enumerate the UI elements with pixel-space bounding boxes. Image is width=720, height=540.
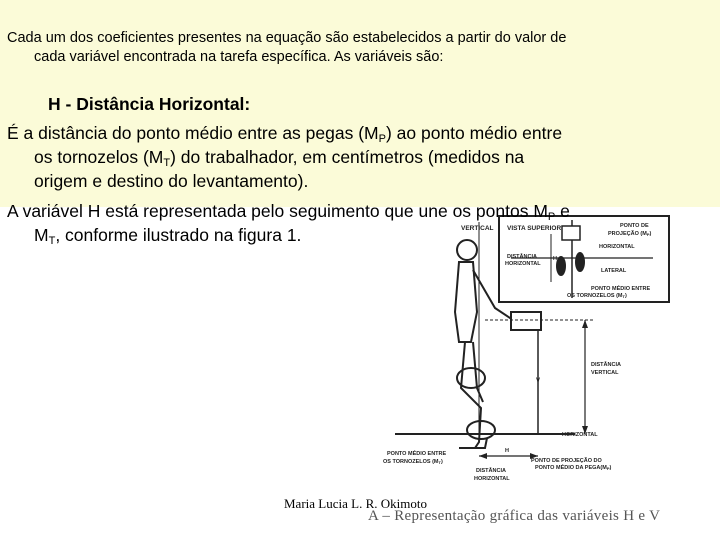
label-vertical: VERTICAL xyxy=(461,225,494,232)
definition-paragraph xyxy=(7,121,647,193)
para1-line-1: É a distância do ponto médio entre as pegas $(M_P)$ ao ponto médio entre xyxy=(7,123,563,145)
variable-paragraph xyxy=(7,199,667,247)
para1-line-2: os tornozelos $(M_T)$ do trabalhador, em centímetros (medidos na xyxy=(34,147,525,169)
label-ponto-projecao-1: PONTO DE xyxy=(620,223,649,229)
author-name: Maria Lucia L. R. Okimoto xyxy=(284,496,427,511)
left-foot-icon xyxy=(556,256,566,276)
label-horizontal-inset: HORIZONTAL xyxy=(599,244,635,250)
label-distancia-1: DISTÂNCIA xyxy=(507,254,537,260)
label-v: V xyxy=(536,378,541,384)
para2-line-1: A variável H está representada pelo seguimento que une os pontos $M_P$ e xyxy=(7,201,570,223)
label-dist-vertical-2: VERTICAL xyxy=(591,370,619,376)
label-horizontal-bottom: HORIZONTAL xyxy=(562,432,598,438)
intro-line-2: cada variável encontrada na tarefa específica. As variáveis são: xyxy=(34,49,444,65)
label-dist-vertical-1: DISTÂNCIA xyxy=(591,362,621,368)
intro-text xyxy=(7,29,637,67)
figure-caption: A – Representação gráfica das variáveis H e V xyxy=(368,508,661,524)
load-box xyxy=(511,312,541,330)
label-pme-1: PONTO MÉDIO ENTRE xyxy=(591,286,651,292)
label-proj-bottom-1: PONTO DE PROJEÇÃO DO xyxy=(531,458,602,464)
para2-line-2: $M_T$, conforme ilustrado na figura 1. xyxy=(34,225,302,247)
label-h-bottom: H xyxy=(505,448,509,454)
label-ponto-projecao-2: PROJEÇÃO (MP) xyxy=(608,231,652,237)
label-distancia-2: HORIZONTAL xyxy=(505,261,541,267)
label-pme-bottom-2: OS TORNOZELOS (MT) xyxy=(383,459,443,465)
label-h-inset: H xyxy=(553,256,557,262)
para1-line-3: origem e destino do levantamento). xyxy=(34,171,309,191)
right-foot-icon xyxy=(575,252,585,272)
figure-1-diagram xyxy=(335,212,675,512)
label-vista-superior: VISTA SUPERIOR xyxy=(507,225,562,232)
label-pme-2: OS TORNOZELOS (MT) xyxy=(567,293,627,299)
intro-line-1: Cada um dos coeficientes presentes na equação são estabelecidos a partir do valor de xyxy=(7,30,567,46)
section-heading: H - Distância Horizontal: xyxy=(48,94,251,114)
label-dist-h-bottom-2: HORIZONTAL xyxy=(474,476,510,482)
label-proj-bottom-2: PONTO MÉDIO DA PEGA(MP) xyxy=(535,465,612,471)
label-pme-bottom-1: PONTO MÉDIO ENTRE xyxy=(387,451,447,457)
label-dist-h-bottom-1: DISTÂNCIA xyxy=(476,468,506,474)
label-lateral: LATERAL xyxy=(601,268,627,274)
